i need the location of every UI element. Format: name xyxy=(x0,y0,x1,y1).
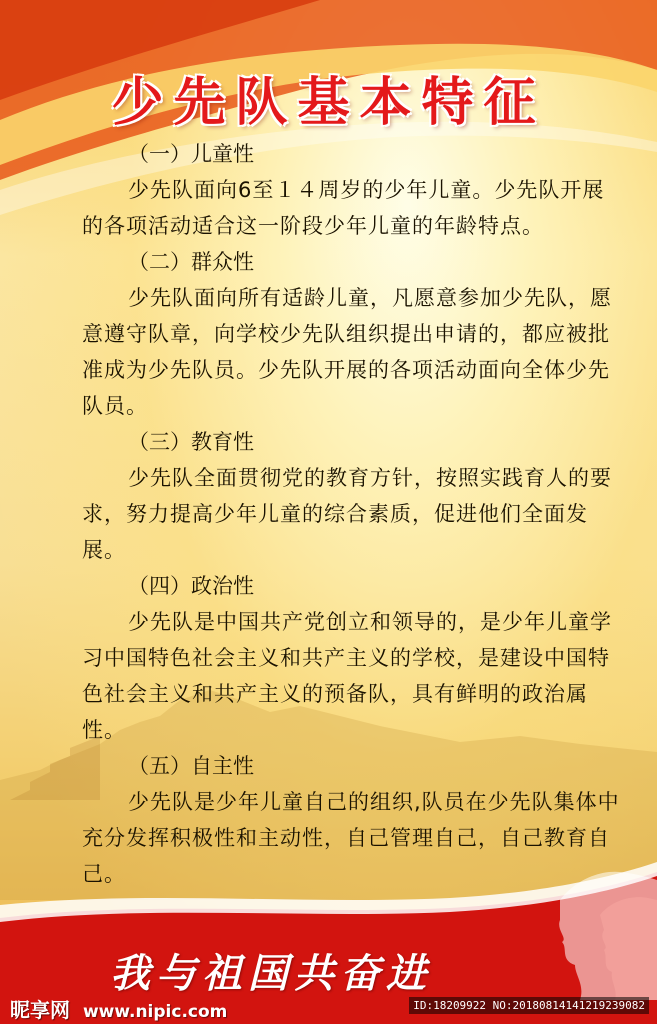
section-paragraph: 少先队是中国共产党创立和领导的，是少年儿童学习中国特色社会主义和共产主义的学校，是建设中国特色社会主义和共产主义的预备队，具有鲜明的政治属性。 xyxy=(82,610,612,742)
content-body xyxy=(82,136,622,892)
section-heading: （五）自主性 xyxy=(128,754,254,778)
slogan-calligraphy: 我与祖国共奋进 xyxy=(110,950,432,997)
section-paragraph: 少先队面向6至１４周岁的少年儿童。少先队开展的各项活动适合这一阶段少年儿童的年龄特点。 xyxy=(82,178,605,238)
section-heading: （二）群众性 xyxy=(128,250,254,274)
watermark-url: www.nipic.com xyxy=(82,1002,228,1022)
section-heading: （三）教育性 xyxy=(128,430,254,454)
section-paragraph: 少先队面向所有适龄儿童，凡愿意参加少先队，愿意遵守队章，向学校少先队组织提出申请的，都应被批准成为少先队员。少先队开展的各项活动面向全体少先队员。 xyxy=(82,286,612,418)
page-title: 少先队基本特征 xyxy=(111,73,546,133)
watermark-brand xyxy=(10,994,227,1023)
section-heading: （四）政治性 xyxy=(128,574,254,598)
section-paragraph: 少先队是少年儿童自己的组织,队员在少先队集体中充分发挥积极性和主动性，自己管理自己，自己教育自己。 xyxy=(82,790,620,886)
section-paragraph: 少先队全面贯彻党的教育方针，按照实践育人的要求，努力提高少年儿童的综合素质，促进他们全面发展。 xyxy=(82,466,612,562)
watermark-brand-name: 昵享网 xyxy=(10,998,70,1022)
watermark-id: ID:18209922 NO:20180814141219239082 xyxy=(409,997,649,1014)
section-heading: （一）儿童性 xyxy=(128,142,254,166)
